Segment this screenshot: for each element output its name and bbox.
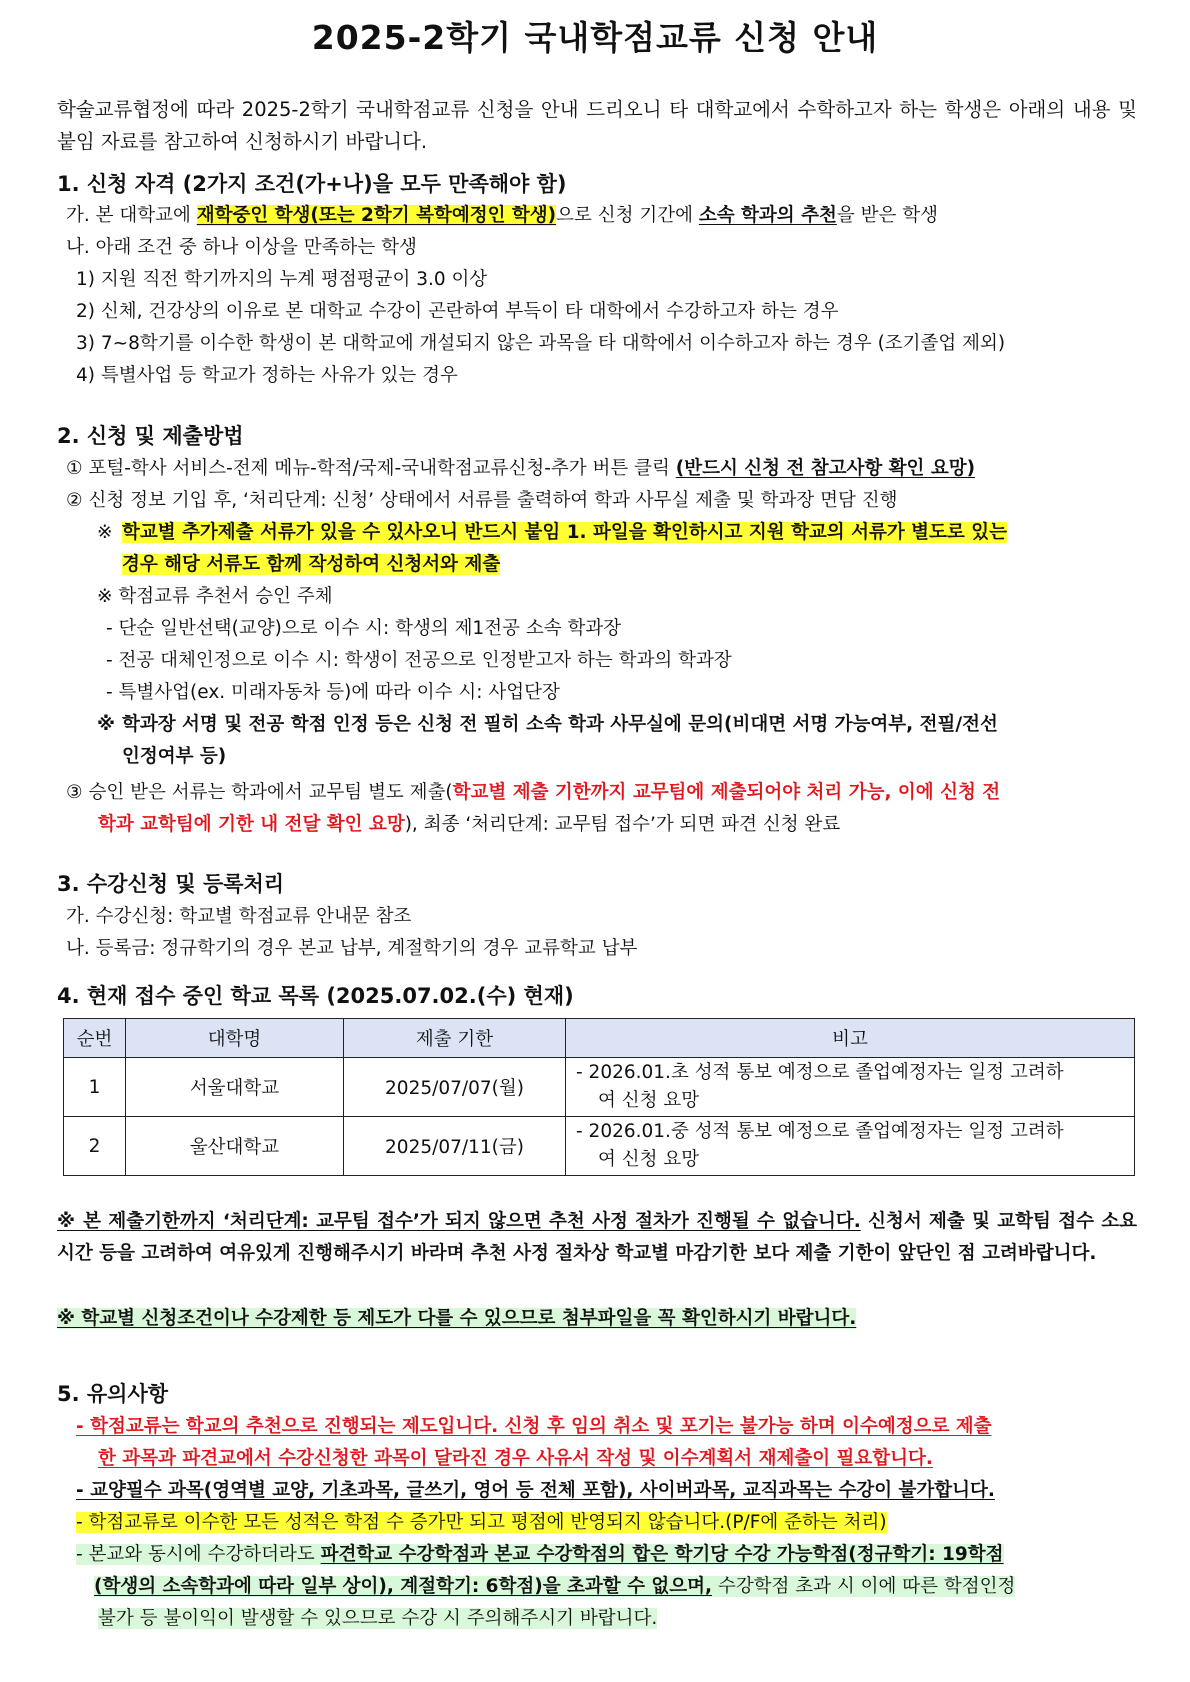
caution-item-1-line1: [76, 1414, 992, 1440]
section4-heading: 4. 현재 접수 중인 학교 목록 (2025.07.02.(수) 현재): [57, 984, 574, 1008]
cell-deadline: 2025/07/11(금): [344, 1117, 566, 1176]
cell-deadline: 2025/07/07(월): [344, 1058, 566, 1117]
additional-docs-note-line2: [122, 552, 500, 578]
caution-item-4-bold: 파견학교 수강학점과 본교 수강학점의 합은 학기당 수강 가능학점(정규학기: 19학점: [320, 1544, 1004, 1565]
column-header: 제출 기한: [344, 1019, 566, 1058]
eligibility-item: 3) 7~8학기를 이수한 학생이 본 대학교에 개설되지 않은 과목을 타 대학에서 이수하고자 하는 경우 (조기졸업 제외): [76, 333, 1006, 354]
caution-item-3-text: - 학점교류로 이수한 모든 성적은 학점 수 증가만 되고 평점에 반영되지 않습니다.(P/F에 준하는 처리): [76, 1512, 887, 1533]
schools-table: [63, 1018, 1135, 1176]
approver-item: - 전공 대체인정으로 이수 시: 학생이 전공으로 인정받고자 하는 학과의 학과장: [106, 650, 732, 671]
apply-step-3-line2: [98, 812, 840, 838]
deadline-notice-underlined: ※ 본 제출기한까지 ‘처리단계: 교무팀 접수’가 되지 않으면 추천 사정 절차가 진행될 수 없습니다.: [57, 1211, 861, 1232]
apply-step-2: ② 신청 정보 기입 후, ‘처리단계: 신청’ 상태에서 서류를 출력하여 학과 사무실 제출 및 학과장 면담 진행: [66, 490, 898, 511]
caution-item-1-line2: [98, 1446, 933, 1472]
caution-item-3: [76, 1510, 887, 1536]
caution-item-2: [76, 1478, 995, 1504]
eligibility-a-mid: 으로 신청 기간에: [556, 205, 699, 226]
approver-note: ※ 학점교류 추천서 승인 주체: [97, 586, 333, 607]
cell-no: 2: [64, 1117, 126, 1176]
apply-step-3-line1: [66, 780, 1000, 806]
eligibility-a-underline: 소속 학과의 추천: [698, 205, 837, 226]
approver-item: - 단순 일반선택(교양)으로 이수 시: 학생의 제1전공 소속 학과장: [106, 618, 622, 639]
section3-heading: 3. 수강신청 및 등록처리: [57, 872, 285, 896]
caution-item-4-pre: - 본교와 동시에 수강하더라도: [76, 1544, 321, 1565]
caution-item-1-text: - 학점교류는 학교의 추천으로 진행되는 제도입니다. 신청 후 임의 취소 및 포기는 불가능 하며 이수예정으로 제출: [76, 1416, 992, 1437]
table-header-row: [64, 1019, 1135, 1058]
eligibility-a-pre: 가. 본 대학교에: [66, 205, 197, 226]
additional-docs-note-line1: [122, 520, 1007, 546]
additional-docs-note-text: 경우 해당 서류도 함께 작성하여 신청서와 제출: [122, 554, 501, 575]
cell-note-line: 여 신청 요망: [598, 1149, 700, 1170]
caution-item-4-bold: (학생의 소속학과에 따라 일부 상이), 계절학기: 6학점)을 초과할 수 없으며,: [94, 1576, 713, 1597]
cell-note-line: - 2026.01.초 성적 통보 예정으로 졸업예정자는 일정 고려하: [576, 1062, 1064, 1083]
caution-item-4-line2: [94, 1574, 1015, 1600]
table-row: [64, 1117, 1135, 1176]
apply-step-1-bold: (반드시 신청 전 참고사항 확인 요망): [675, 458, 976, 479]
note-mark: ※: [97, 522, 113, 543]
apply-step-1: [66, 456, 975, 482]
cell-university: 서울대학교: [126, 1058, 344, 1117]
eligibility-a: [66, 203, 938, 229]
apply-step-3-post: ), 최종 ‘처리단계: 교무팀 접수’가 되면 파견 신청 완료: [404, 814, 841, 835]
apply-step-1-text: ① 포털-학사 서비스-전제 메뉴-학적/국제-국내학점교류신청-추가 버튼 클릭: [66, 458, 676, 479]
caution-item-4-line1: [76, 1542, 1004, 1568]
apply-step-3-red: 학과 교학팀에 기한 내 전달 확인 요망: [98, 814, 405, 835]
cell-note-line: - 2026.01.중 성적 통보 예정으로 졸업예정자는 일정 고려하: [576, 1121, 1064, 1142]
attachment-notice: [57, 1306, 856, 1332]
caution-item-4-rest: 불가 등 불이익이 발생할 수 있으므로 수강 시 주의해주시기 바랍니다.: [98, 1608, 658, 1629]
apply-step-3-red: 학교별 제출 기한까지 교무팀에 제출되어야 처리 가능, 이에 신청 전: [452, 782, 1001, 803]
column-header: 순번: [64, 1019, 126, 1058]
column-header: 비고: [566, 1019, 1135, 1058]
caution-item-4-rest: 수강학점 초과 시 이에 따른 학점인정: [712, 1576, 1016, 1597]
section2-heading: 2. 신청 및 제출방법: [57, 424, 244, 448]
section5-heading: 5. 유의사항: [57, 1382, 169, 1406]
eligibility-item: 1) 지원 직전 학기까지의 누계 평점평균이 3.0 이상: [76, 269, 488, 290]
additional-docs-note-text: 학교별 추가제출 서류가 있을 수 있사오니 반드시 붙임 1. 파일을 확인하시고 지원 학교의 서류가 별도로 있는: [122, 522, 1007, 543]
section1-heading: 1. 신청 자격 (2가지 조건(가+나)을 모두 만족해야 함): [57, 172, 567, 196]
eligibility-item: 4) 특별사업 등 학교가 정하는 사유가 있는 경우: [76, 365, 458, 386]
deadline-notice-rest: 신청서 제출 및 교학팀 접수 소요시간 등을 고려하여 여유있게 진행해주시기 바라며 추천 사정 절차상 학교별 마감기한 보다 제출 기한이 앞단인 점 고려바랍니다.: [57, 1211, 1137, 1264]
registration-a: 가. 수강신청: 학교별 학점교류 안내문 참조: [66, 906, 412, 927]
caution-item-2-text: - 교양필수 과목(영역별 교양, 기초과목, 글쓰기, 영어 등 전체 포함), 사이버과목, 교직과목는 수강이 불가합니다.: [76, 1480, 995, 1501]
signature-note-line2: 인정여부 등): [122, 746, 227, 767]
cell-note: [566, 1058, 1135, 1117]
cell-no: 1: [64, 1058, 126, 1117]
cell-note-line: 여 신청 요망: [598, 1090, 700, 1111]
caution-item-1-text: 한 과목과 파견교에서 수강신청한 과목이 달라진 경우 사유서 작성 및 이수계획서 재제출이 필요합니다.: [98, 1448, 933, 1469]
caution-item-4-line3: [98, 1606, 657, 1632]
apply-step-3-text: ③ 승인 받은 서류는 학과에서 교무팀 별도 제출(: [66, 782, 453, 803]
intro-paragraph: 학술교류협정에 따라 2025-2학기 국내학점교류 신청을 안내 드리오니 타 대학교에서 수학하고자 하는 학생은 아래의 내용 및 붙임 자료를 참고하여 신청하시기 바랍니다.: [57, 98, 1137, 153]
attachment-notice-text: ※ 학교별 신청조건이나 수강제한 등 제도가 다를 수 있으므로 첨부파일을 꼭 확인하시기 바랍니다.: [57, 1308, 857, 1329]
table-row: [64, 1058, 1135, 1117]
column-header: 대학명: [126, 1019, 344, 1058]
cell-note: [566, 1117, 1135, 1176]
approver-item: - 특별사업(ex. 미래자동차 등)에 따라 이수 시: 사업단장: [106, 682, 560, 703]
deadline-notice: [57, 1206, 1137, 1270]
eligibility-a-post: 을 받은 학생: [836, 205, 938, 226]
eligibility-item: 2) 신체, 건강상의 이유로 본 대학교 수강이 곤란하여 부득이 타 대학에서 수강하고자 하는 경우: [76, 301, 839, 322]
cell-university: 울산대학교: [126, 1117, 344, 1176]
registration-b: 나. 등록금: 정규학기의 경우 본교 납부, 계절학기의 경우 교류학교 납부: [66, 938, 638, 959]
eligibility-b: 나. 아래 조건 중 하나 이상을 만족하는 학생: [66, 237, 417, 258]
signature-note-line1: 학과장 서명 및 전공 학점 인정 등은 신청 전 필히 소속 학과 사무실에 문의(비대면 서명 가능여부, 전필/전선: [122, 714, 998, 735]
page-title: 2025-2학기 국내학점교류 신청 안내: [311, 18, 879, 57]
eligibility-a-highlight: 재학중인 학생(또는 2학기 복학예정인 학생): [196, 205, 557, 226]
note-mark: ※: [97, 714, 115, 735]
